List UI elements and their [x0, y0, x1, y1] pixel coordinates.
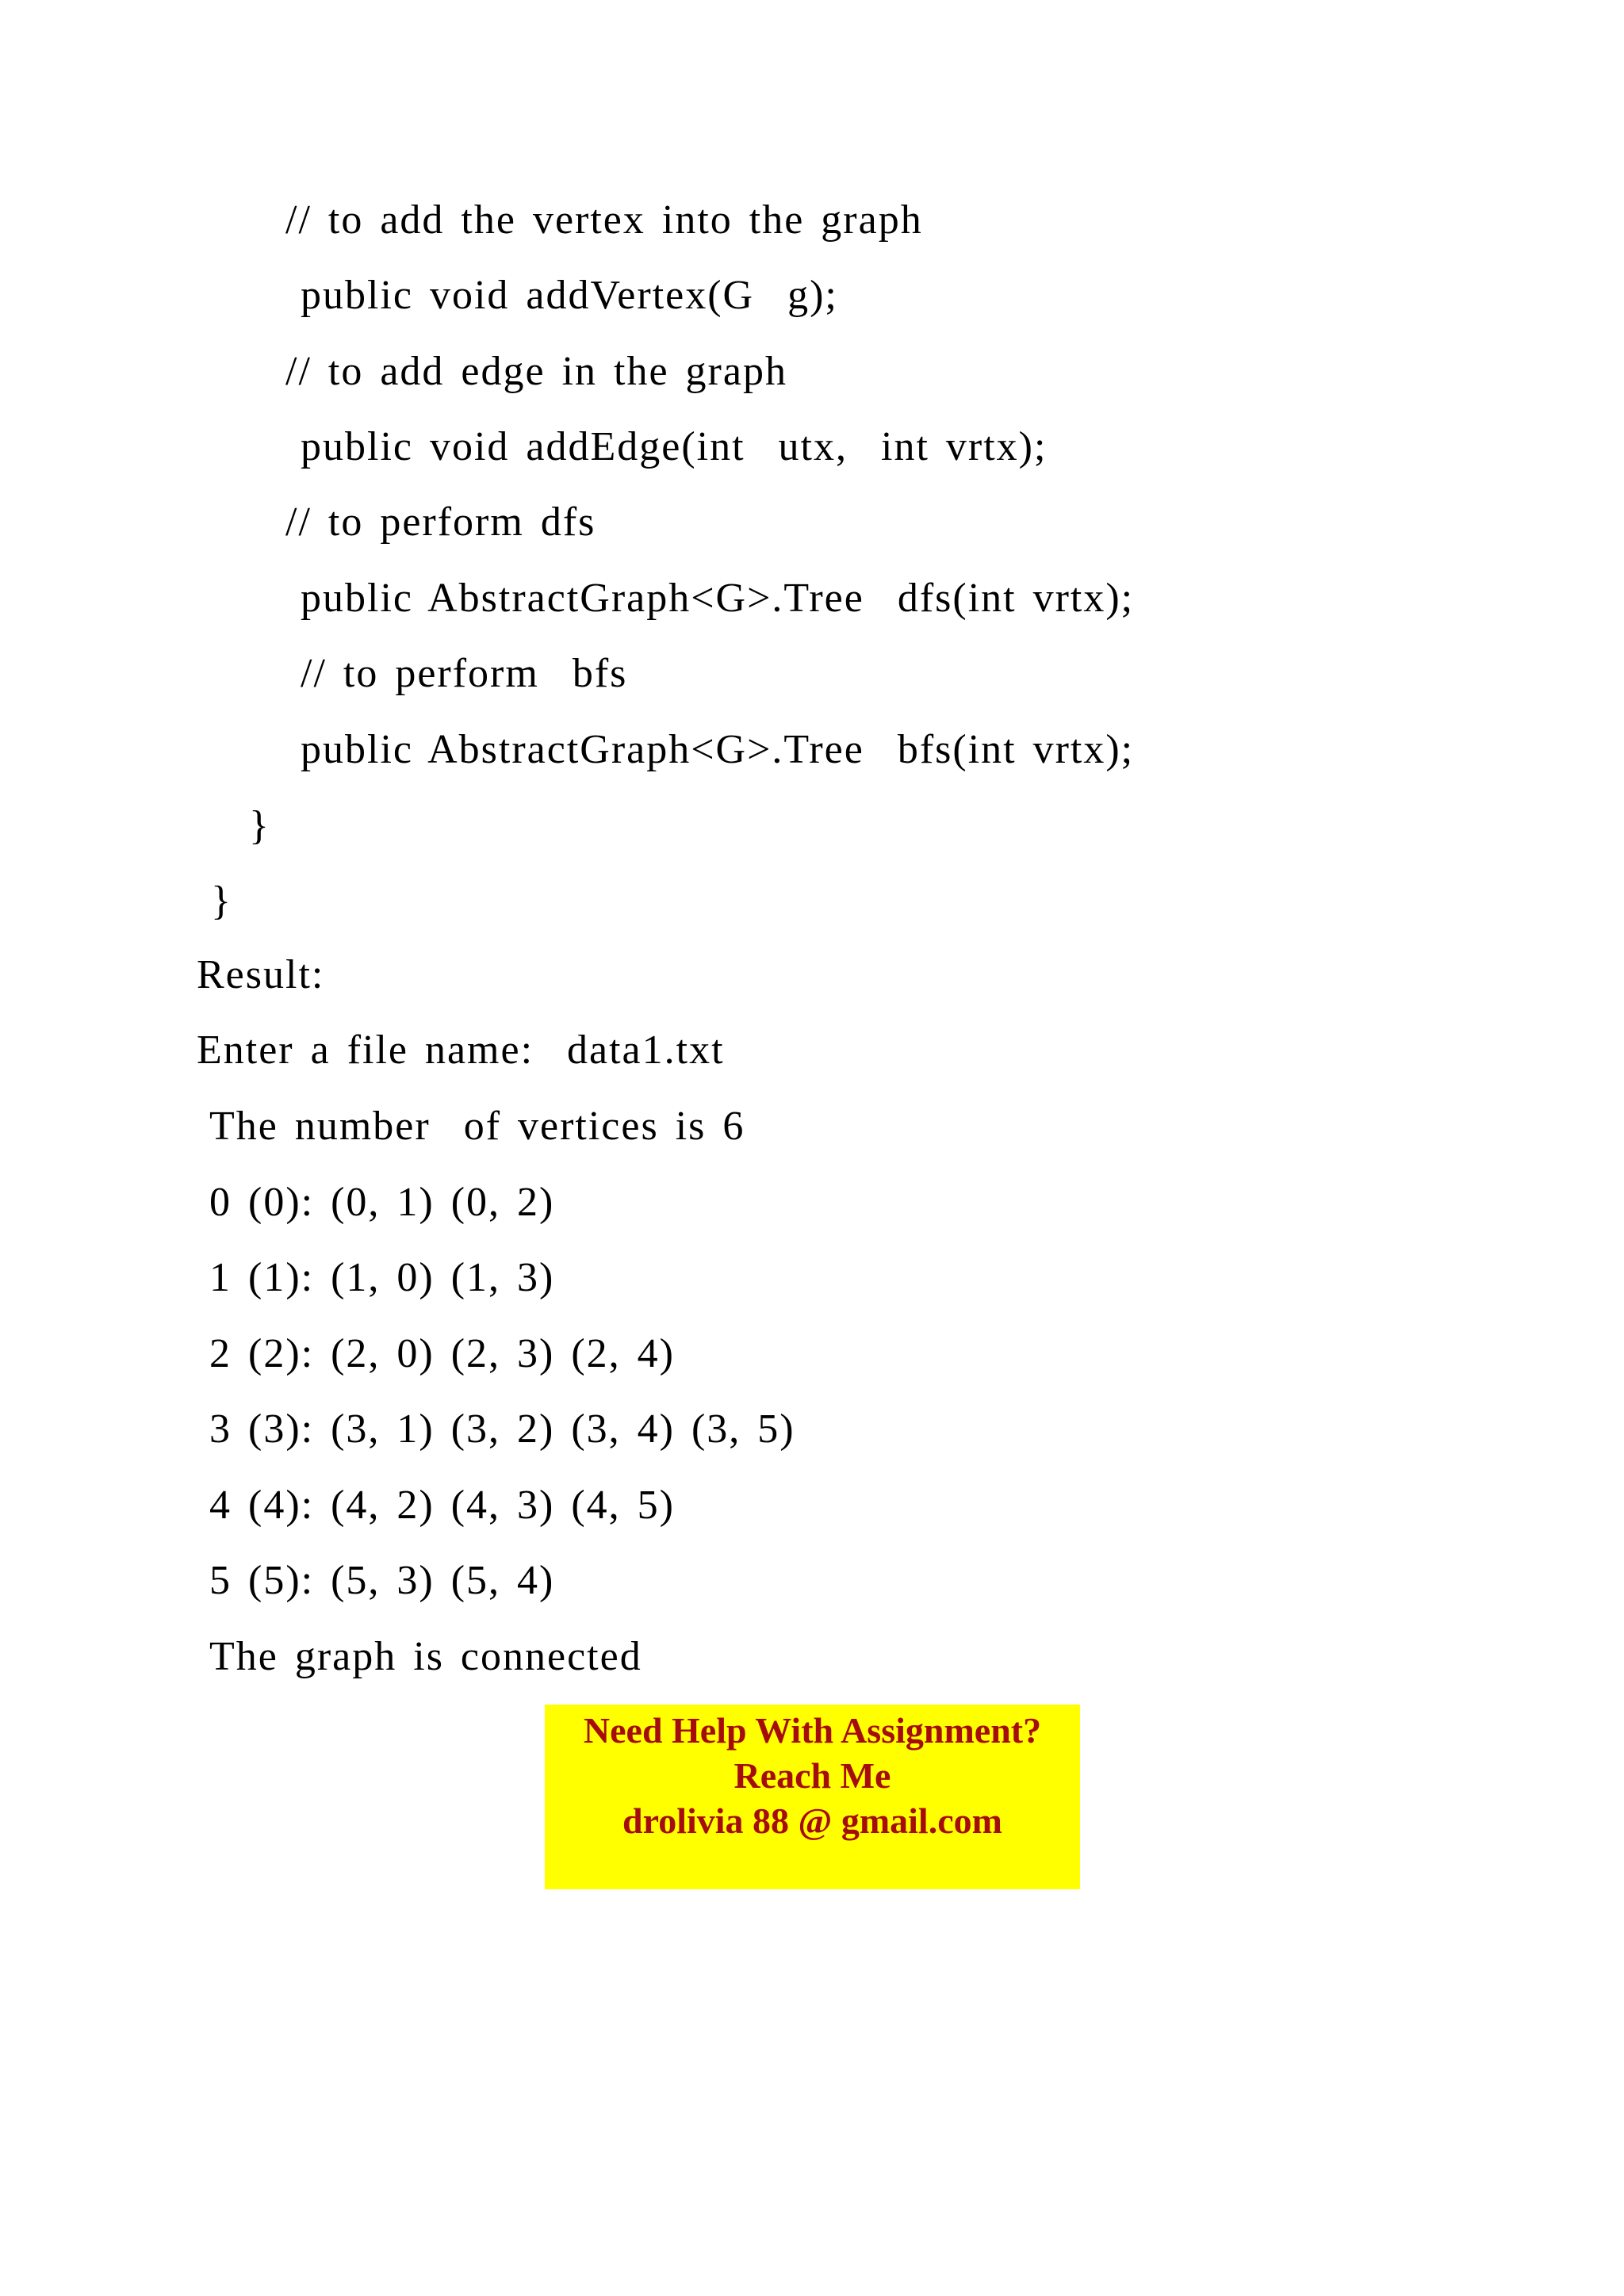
code-comment-dfs: // to perform dfs: [285, 499, 596, 545]
code-closing-brace-outer: }: [211, 878, 232, 924]
code-closing-brace-inner: }: [249, 803, 270, 848]
result-adjacency-row: 1 (1): (1, 0) (1, 3): [209, 1255, 555, 1300]
code-bfs: public AbstractGraph<G>.Tree bfs(int vrtx);: [301, 727, 1135, 772]
ad-reach-me: Reach Me: [733, 1755, 891, 1796]
ad-headline: Need Help With Assignment?: [583, 1710, 1042, 1751]
result-heading: Result:: [197, 952, 325, 997]
result-adjacency-row: 2 (2): (2, 0) (2, 3) (2, 4): [209, 1331, 675, 1376]
result-adjacency-row: 4 (4): (4, 2) (4, 3) (4, 5): [209, 1483, 675, 1528]
code-add-vertex: public void addVertex(G g);: [301, 273, 838, 318]
code-add-edge: public void addEdge(int utx, int vrtx);: [301, 424, 1048, 469]
assignment-help-ad: [545, 1705, 1080, 1889]
ad-email: drolivia 88 @ gmail.com: [622, 1800, 1002, 1841]
code-comment-add-vertex: // to add the vertex into the graph: [285, 197, 923, 243]
result-adjacency-row: 3 (3): (3, 1) (3, 2) (3, 4) (3, 5): [209, 1406, 795, 1452]
code-comment-bfs: // to perform bfs: [301, 651, 628, 696]
code-comment-add-edge: // to add edge in the graph: [285, 349, 787, 394]
result-file-prompt: Enter a file name: data1.txt: [197, 1027, 725, 1073]
result-adjacency-row: 0 (0): (0, 1) (0, 2): [209, 1180, 555, 1225]
result-connected: The graph is connected: [209, 1634, 642, 1679]
code-dfs: public AbstractGraph<G>.Tree dfs(int vrtx);: [301, 576, 1135, 621]
result-vertex-count: The number of vertices is 6: [209, 1104, 745, 1149]
result-adjacency-row: 5 (5): (5, 3) (5, 4): [209, 1558, 555, 1603]
